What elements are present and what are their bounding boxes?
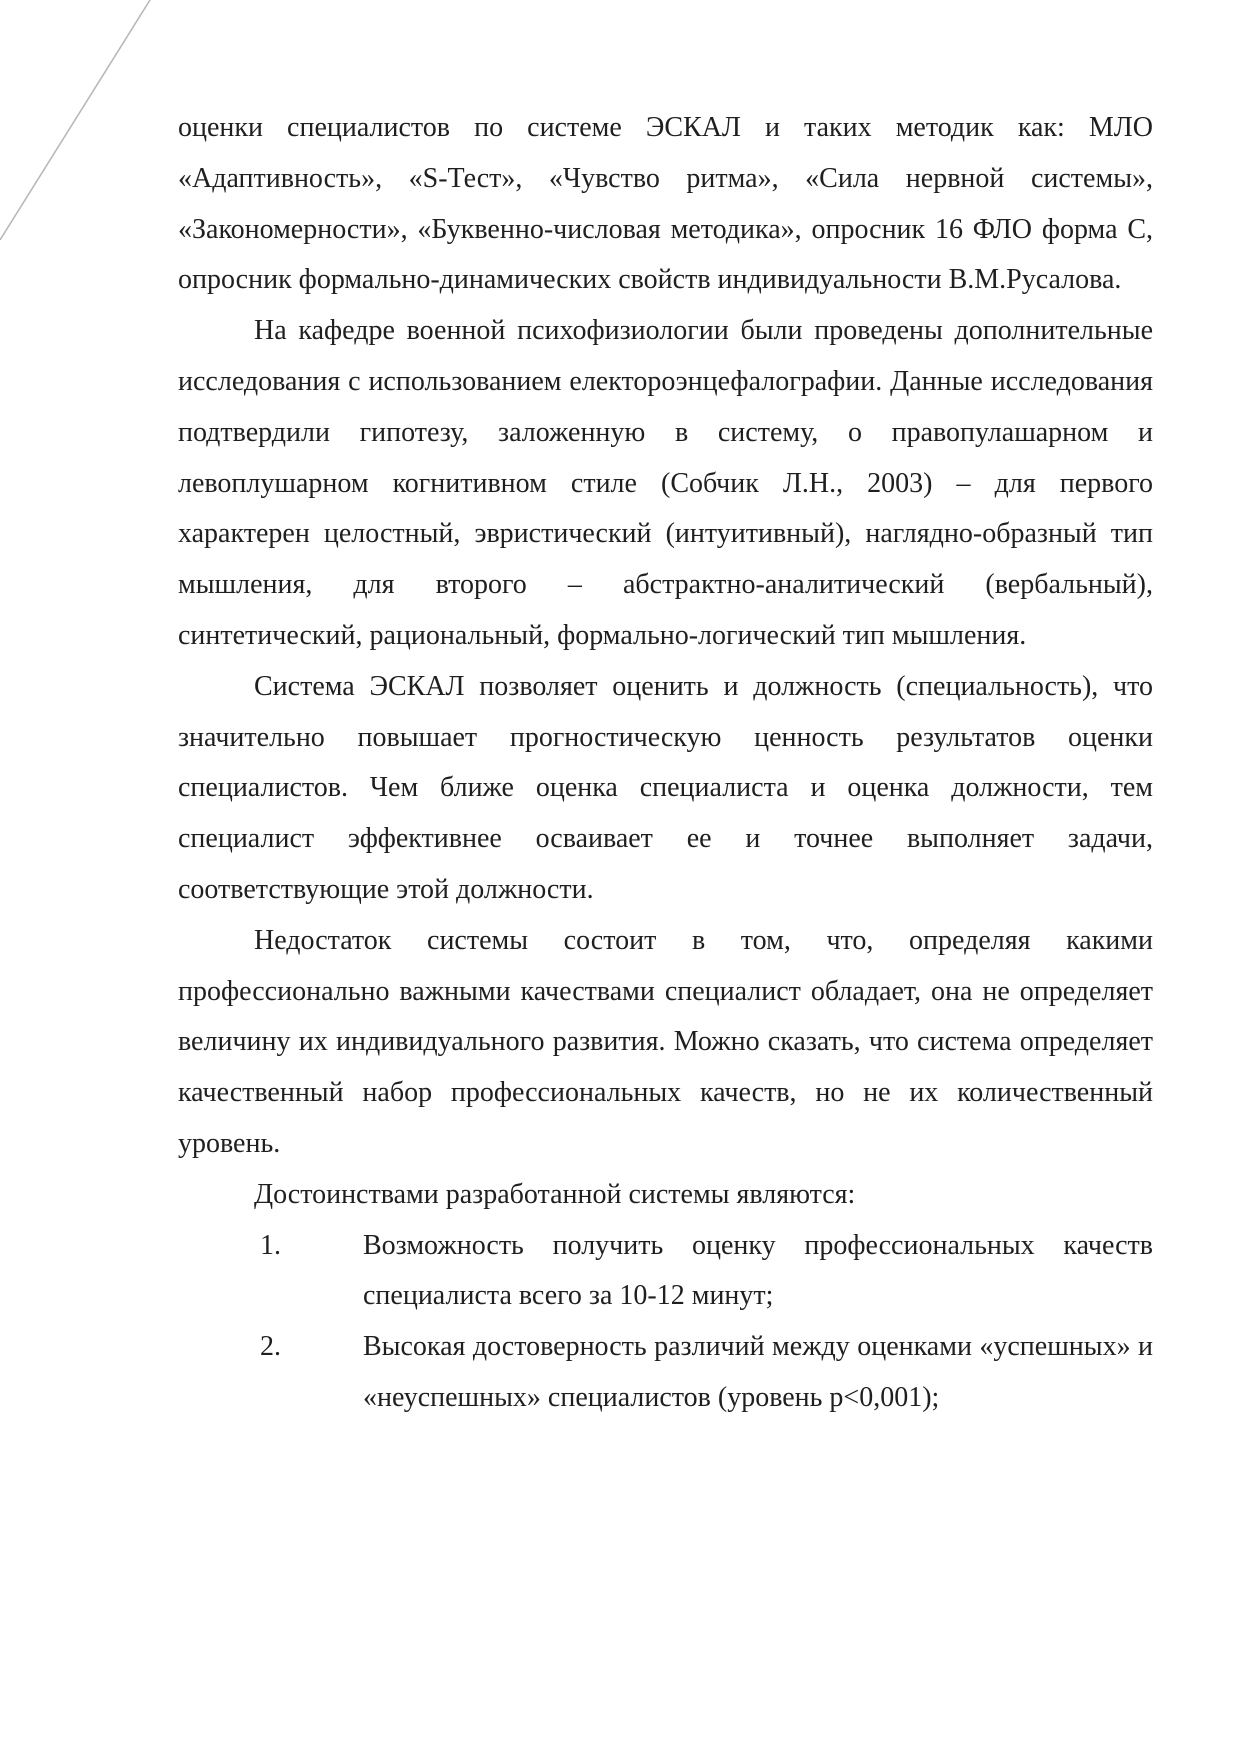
paragraph-advantages-lead: Достоинствами разработанной системы являются: <box>254 1178 856 1210</box>
list-item-text: Возможность получить оценку профессиональных качеств специалиста всего за 10-12 минут; <box>363 1229 1153 1312</box>
paragraph-methods: оценки специалистов по системе ЭСКАЛ и таких методик как: МЛО «Адаптивность», «S-Тест», «Чувство ритма», «Сила нервной системы», «Закономерности», «Буквенно-числовая методика», опросник 16 ФЛО форма С, опросник формально-динамических свойств индивидуальности В.М.Русалова. <box>178 112 1153 296</box>
list-item <box>178 1221 1153 1323</box>
paragraph-position-assessment: Система ЭСКАЛ позволяет оценить и должность (специальность), что значительно повышает прогностическую ценность результатов оценки специалистов. Чем ближе оценка специалиста и оценка должности, тем специалист эффективнее осваивает ее и точнее выполняет задачи, соответствующие этой должности. <box>178 670 1153 905</box>
paragraph-shortcoming: Недостаток системы состоит в том, что, определяя какими профессионально важными качествами специалист обладает, она не определяет величину их индивидуального развития. Можно сказать, что система определяет качественный набор профессиональных качеств, но не их количественный уровень. <box>178 924 1153 1159</box>
list-item <box>178 1322 1153 1424</box>
paragraph-eeg-research: На кафедре военной психофизиологии были проведены дополнительные исследования с использованием електороэнцефалографии. Данные исследования подтвердили гипотезу, заложенную в систему, о правопулашарном и левоплушарном когнитивном стиле (Собчик Л.Н., 2003) – для первого характерен целостный, эвристический (интуитивный), наглядно-образный тип мышления, для второго – абстрактно-аналитический (вербальный), синтетический, рациональный, формально-логический тип мышления. <box>178 315 1153 651</box>
scan-edge-mark <box>0 0 200 260</box>
list-item-number: 1. <box>260 1229 281 1261</box>
list-item-number: 2. <box>260 1331 281 1363</box>
document-page <box>178 103 1153 1424</box>
list-item-text: Высокая достоверность различий между оценками «успешных» и «неуспешных» специалистов (уровень p<0,001); <box>363 1331 1153 1413</box>
